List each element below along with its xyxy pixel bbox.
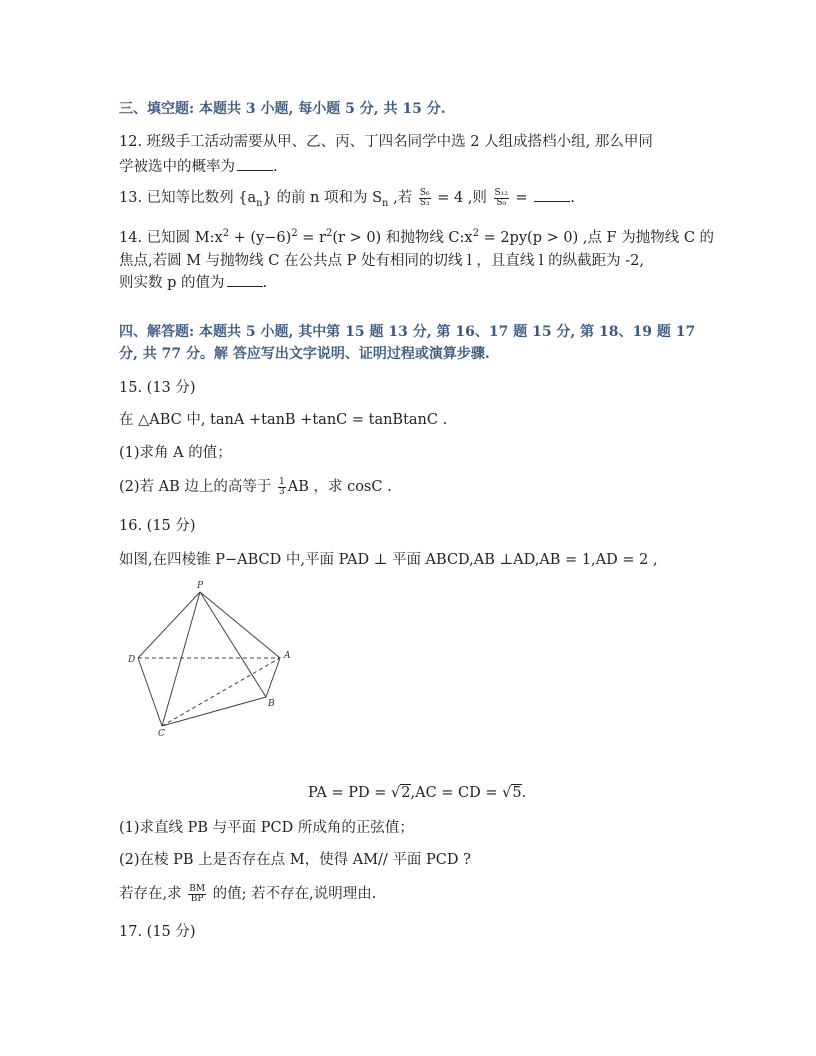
frac1-num: S₆ [419, 187, 430, 198]
section-3-heading: 三、填空题: 本题共 3 小题, 每小题 5 分, 共 15 分. [119, 101, 446, 117]
sqrt-5: √5 [502, 785, 522, 801]
q15-title: 15. (13 分) [119, 380, 196, 396]
q14-t2: + (y−6) [229, 230, 292, 246]
edge-PA [200, 592, 280, 658]
q16-part3 [119, 882, 376, 904]
q16-frac-den: BP [190, 893, 204, 904]
q13-mid: } 的前 n 项和为 S [262, 190, 383, 206]
q13-sub-n: n [256, 197, 263, 209]
pyramid-figure [120, 578, 295, 740]
q14-line3-text: 则实数 p 的值为 [119, 275, 225, 291]
q17-title: 17. (15 分) [119, 924, 196, 940]
q16-fraction [188, 885, 206, 904]
q13-sub-n2: n [382, 197, 389, 209]
q16-cond-a: PA = PD = [308, 785, 392, 801]
q14-sup3: 2 [326, 228, 333, 240]
edge-CB [162, 697, 266, 726]
q16-part2: (2)在棱 PB 上是否存在点 M，使得 AM// 平面 PCD ? [119, 852, 471, 868]
section-4-heading-line2: 分, 共 77 分。解 答应写出文字说明、证明过程或演算步骤. [119, 346, 490, 362]
q15-fraction [278, 478, 286, 497]
q15-frac-num: 1 [279, 476, 285, 487]
edge-BA [266, 658, 280, 697]
label-A: A [284, 651, 291, 661]
q15-part1: (1)求角 A 的值； [119, 445, 232, 461]
q14-sup4: 2 [472, 228, 479, 240]
q16-cond-c: . [521, 785, 527, 801]
q16-frac-num: BM [189, 883, 206, 894]
sqrt-5-radicand: 5 [512, 785, 522, 801]
q15-frac-den: 3 [279, 486, 285, 497]
q16-stem: 如图,在四棱锥 P−ABCD 中,平面 PAD ⊥ 平面 ABCD,AB ⊥AD,AB = 1,AD = 2 , [119, 552, 658, 568]
q14-sup2: 2 [291, 228, 298, 240]
label-D: D [128, 655, 136, 665]
answer-blank [534, 189, 570, 202]
sqrt-2: √2 [391, 785, 411, 801]
q13-fraction-1 [419, 189, 431, 208]
q14-t1: 14. 已知圆 M:x [119, 230, 223, 246]
q16-conditions [308, 785, 526, 801]
frac2-num: S₁₂ [494, 187, 508, 198]
q14-sup1: 2 [222, 228, 230, 240]
sqrt-2-radicand: 2 [401, 785, 411, 801]
q14-t3: = r [297, 230, 326, 246]
q15-stem: 在 △ABC 中, tanA +tanB +tanC = tanBtanC . [119, 412, 448, 428]
q12-line1: 12. 班级手工活动需要从甲、乙、丙、丁四名同学中选 2 人组成搭档小组, 那么甲同 [119, 134, 653, 150]
q16-title: 16. (15 分) [119, 518, 196, 534]
q15-part2 [119, 475, 392, 497]
q16-part3-b: 的值; 若不存在,说明理由. [208, 886, 377, 902]
frac1-den: S₃ [419, 197, 430, 208]
q13-fraction-2 [494, 189, 509, 208]
q16-part1: (1)求直线 PB 与平面 PCD 所成角的正弦值； [119, 820, 414, 836]
answer-blank [237, 158, 273, 171]
q14-t4: (r > 0) 和抛物线 C:x [332, 230, 473, 246]
q15-part2-a: (2)若 AB 边上的高等于 [119, 479, 276, 495]
q14-line3: 则实数 p 的值为 . [119, 275, 268, 291]
q14-t5: = 2py(p > 0) ,点 F 为抛物线 C 的 [478, 230, 715, 246]
edge-DC [138, 658, 162, 726]
q13-eq1: = 4 ,则 [432, 190, 487, 206]
q14-line2: 焦点,若圆 M 与抛物线 C 在公共点 P 处有相同的切线 l ，且直线 l 的纵截距为 -2, [119, 253, 645, 269]
q13-line: 13. 已知等比数列 $\{a_n\}$ 的前 n 项和为 $S_n$ ,若 $\frac{\text{S₆}}{\text{S₃}}$ = 4 ,则 $\frac{\text{S₁₂}}{\text{S₉}}$ = . [119, 187, 575, 209]
q13-eq2: = [510, 190, 533, 206]
answer-blank [227, 274, 263, 287]
q14-line1 [119, 226, 714, 247]
edge-PB [200, 592, 266, 697]
frac2-den: S₉ [496, 197, 507, 208]
label-P: P [197, 581, 204, 591]
q12-line2-text: 学被选中的概率为 [119, 159, 235, 175]
q16-part3-a: 若存在,求 [119, 886, 187, 902]
q13-prefix: 13. 已知等比数列 {a [119, 190, 257, 206]
q15-part2-b: AB ，求 cosC . [287, 479, 392, 495]
q12-line2: 学被选中的概率为 . [119, 159, 278, 175]
section-4-heading-line1: 四、解答题: 本题共 5 小题, 其中第 15 题 13 分, 第 16、17 题 15 分, 第 18、19 题 17 [119, 324, 696, 340]
q16-cond-b: ,AC = CD = [410, 785, 503, 801]
q13-mid2: ,若 [388, 190, 413, 206]
label-C: C [158, 729, 165, 739]
label-B: B [268, 699, 275, 709]
